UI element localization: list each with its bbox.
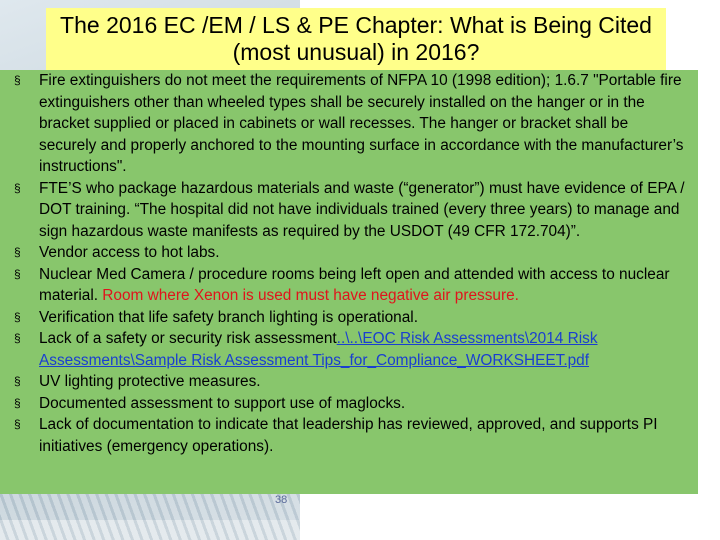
title-box <box>46 8 666 70</box>
bullet-marker: § <box>14 245 21 259</box>
bullet-text: Fire extinguishers do not meet the requirements of NFPA 10 (1998 edition); 1.6.7 "Portable fire extinguishers other than wheeled types shall be securely installed on the hanger or in the bracket supplied or placed in cabinets or wall recesses. The hanger or bracket shall be securely and properly anchored to the mounting surface in accordance with the manufacturer’s instructions". <box>39 72 684 175</box>
risk-assessment-link[interactable]: ..\..\EOC Risk Assessments\2014 Risk Assessments\Sample Risk Assessment Tips_for_Compliance_WORKSHEET.pdf <box>39 330 598 369</box>
bullet-marker: § <box>14 374 21 388</box>
bullet-item <box>6 242 686 264</box>
bullet-item <box>6 328 686 371</box>
bullet-marker: § <box>14 417 21 431</box>
bullet-text: Nuclear Med Camera / procedure rooms being left open and attended with access to nuclear material. <box>39 265 670 304</box>
bullet-text: Lack of documentation to indicate that leadership has reviewed, approved, and supports PI initiatives (emergency operations). <box>39 416 658 455</box>
bullet-item <box>6 393 686 415</box>
bullet-text: Lack of a safety or security risk assessment <box>39 330 337 347</box>
bullet-text: Verification that life safety branch lighting is operational. <box>39 308 419 326</box>
bullet-marker: § <box>14 73 21 87</box>
bullet-item <box>6 371 686 393</box>
content-box <box>0 70 698 494</box>
bullet-text: Vendor access to hot labs. <box>39 244 220 261</box>
bullet-text: UV lighting protective measures. <box>39 373 261 390</box>
bullet-marker: § <box>14 266 21 281</box>
bullet-item <box>6 307 686 329</box>
highlighted-text: Room where Xenon is used must have negative air pressure. <box>102 287 519 304</box>
bullet-item <box>6 70 686 178</box>
bullet-marker: § <box>14 309 21 324</box>
page-number: 38 <box>275 494 288 506</box>
bullet-marker: § <box>14 331 21 345</box>
bullet-list <box>0 70 698 457</box>
bullet-marker: § <box>14 180 21 195</box>
bullet-marker: § <box>14 395 21 410</box>
bullet-item <box>6 414 686 457</box>
slide-title: The 2016 EC /EM / LS & PE Chapter: What is Being Cited (most unusual) in 2016? <box>60 12 652 65</box>
bullet-text: Documented assessment to support use of maglocks. <box>39 394 406 412</box>
bullet-item <box>6 178 686 243</box>
bullet-text: FTE’S who package hazardous materials and waste (“generator”) must have evidence of EPA / DOT training. “The hospital did not have individuals trained (every three years) to manage and sign hazardous waste manifests as required by the USDOT (49 CFR 172.704)”. <box>39 179 685 240</box>
bullet-item <box>6 264 686 307</box>
